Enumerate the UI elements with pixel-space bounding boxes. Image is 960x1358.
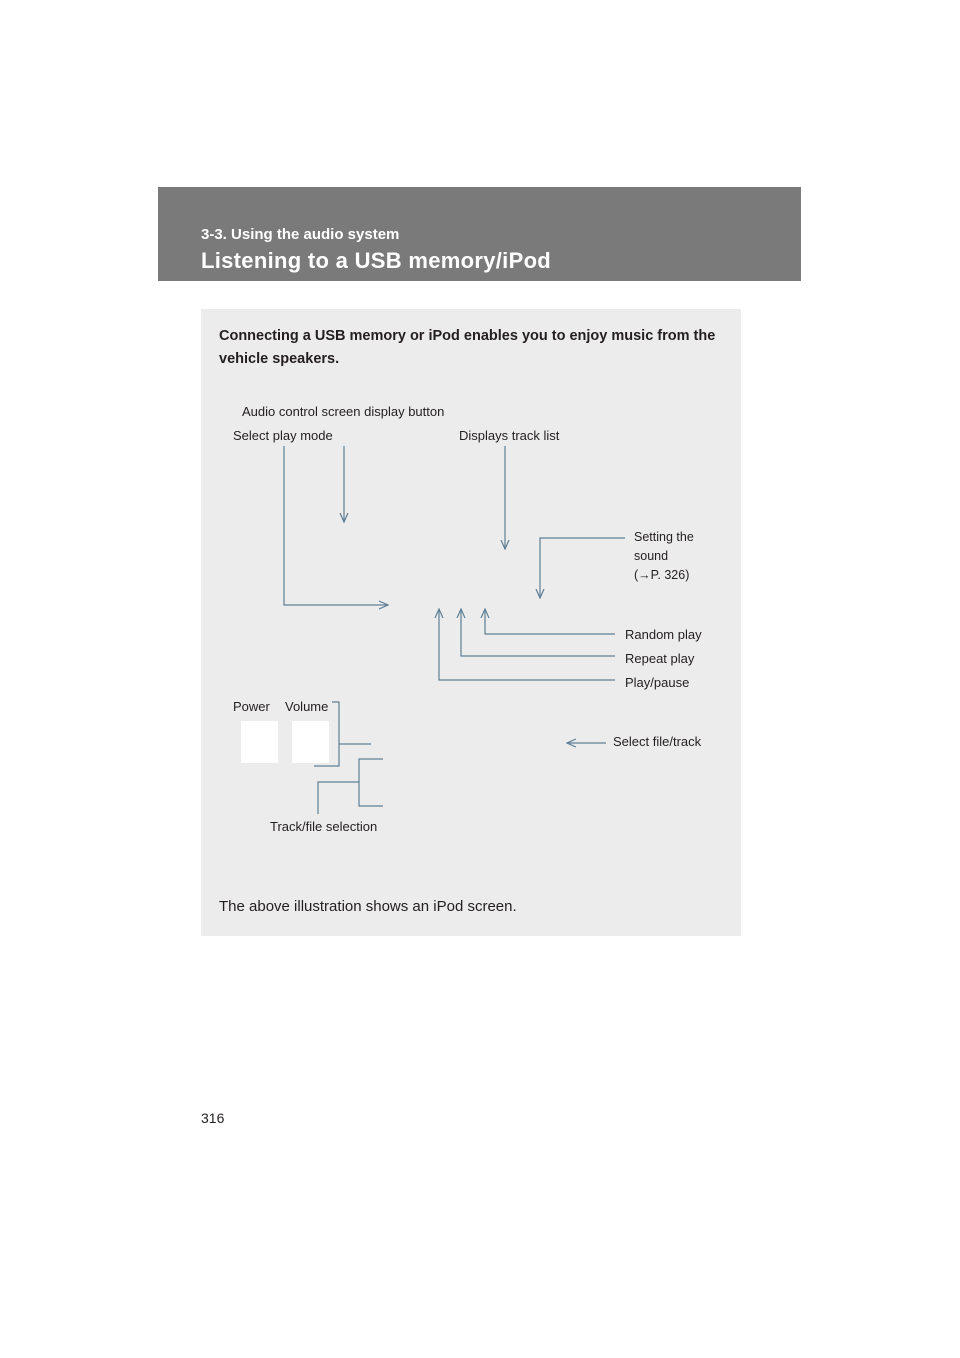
content-panel <box>201 309 741 936</box>
power-knob-image <box>241 721 278 763</box>
leader-play-pause <box>439 609 615 680</box>
callout-select-play-mode: Select play mode <box>233 428 333 443</box>
section-label: 3-3. Using the audio system <box>201 226 400 243</box>
leader-repeat-play <box>461 609 615 656</box>
callout-setting-sound-ref: (→P. 326) <box>634 568 690 582</box>
intro-text: Connecting a USB memory or iPod enables you to enjoy music from the vehicle speakers. <box>219 328 716 367</box>
volume-knob-image <box>292 721 329 763</box>
callout-setting-sound <box>634 528 714 585</box>
leader-random-play <box>485 609 615 634</box>
header-band <box>158 187 801 281</box>
callout-random-play: Random play <box>625 627 702 642</box>
callout-track-file-selection: Track/file selection <box>270 819 378 834</box>
callout-repeat-play: Repeat play <box>625 651 695 666</box>
callout-audio-control: Audio control screen display button <box>242 404 445 419</box>
callout-select-file-track: Select file/track <box>613 734 702 749</box>
callout-power: Power <box>233 699 270 714</box>
callout-displays-track-list: Displays track list <box>459 428 560 443</box>
page-title: Listening to a USB memory/iPod <box>201 248 552 273</box>
callout-volume: Volume <box>285 699 329 714</box>
illustration-caption: The above illustration shows an iPod screen. <box>219 898 517 915</box>
page-number: 316 <box>201 1110 225 1126</box>
callout-setting-sound-text: Setting the sound <box>634 530 694 563</box>
leader-track-file-selection <box>359 759 383 806</box>
leader-setting-sound <box>540 538 625 598</box>
callout-play-pause: Play/pause <box>625 675 690 690</box>
leader-select-play-mode <box>284 446 388 605</box>
